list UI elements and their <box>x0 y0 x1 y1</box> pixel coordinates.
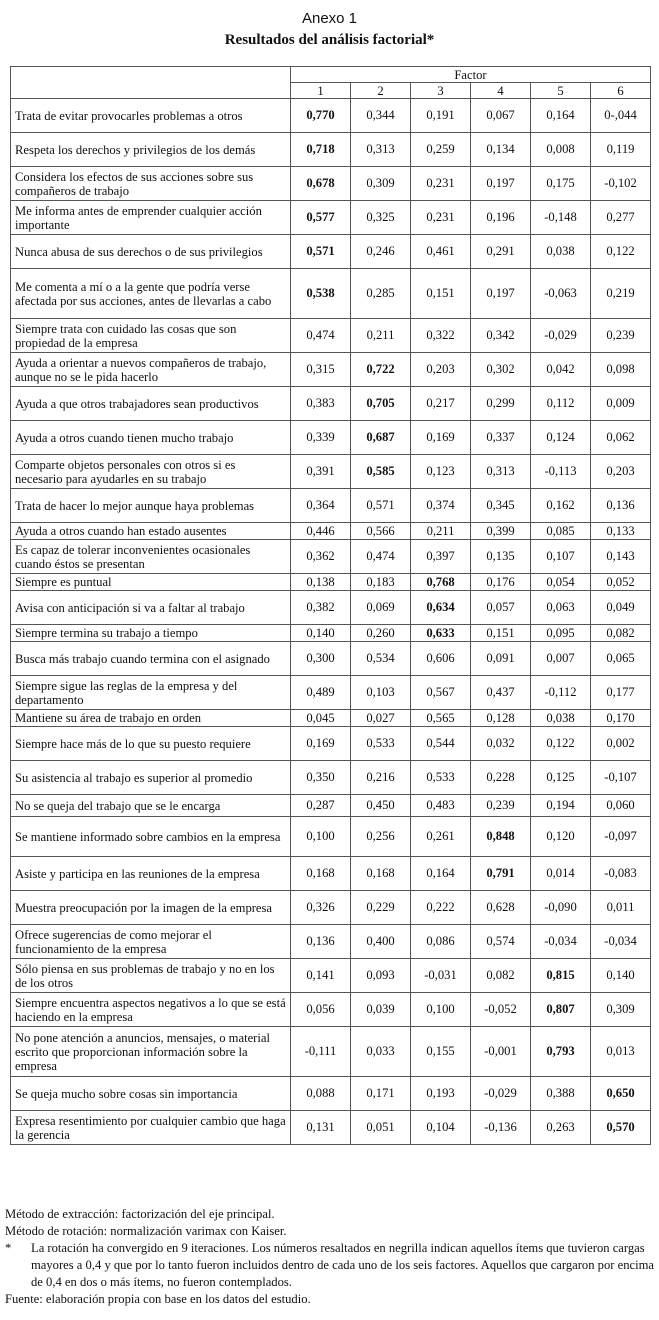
loading-factor-2: 0,533 <box>351 727 411 761</box>
loading-factor-5: 0,162 <box>531 489 591 523</box>
loading-factor-5: 0,007 <box>531 642 591 676</box>
table-row <box>11 993 651 1027</box>
loading-factor-5: 0,807 <box>531 993 591 1027</box>
loading-factor-4: 0,791 <box>471 857 531 891</box>
loading-factor-5: -0,148 <box>531 201 591 235</box>
loading-factor-2: 0,571 <box>351 489 411 523</box>
loading-factor-6: 0,140 <box>591 959 651 993</box>
loading-factor-1: 0,538 <box>291 269 351 319</box>
loading-factor-3: -0,031 <box>411 959 471 993</box>
loading-factor-4: 0,196 <box>471 201 531 235</box>
loading-factor-1: 0,489 <box>291 676 351 710</box>
loading-factor-4: 0,342 <box>471 319 531 353</box>
loading-factor-3: 0,374 <box>411 489 471 523</box>
item-label: Siempre encuentra aspectos negativos a lo que se está haciendo en la empresa <box>11 993 291 1027</box>
item-label: Busca más trabajo cuando termina con el asignado <box>11 642 291 676</box>
loading-factor-6: 0,052 <box>591 574 651 591</box>
table-row <box>11 642 651 676</box>
loading-factor-6: 0,203 <box>591 455 651 489</box>
loading-factor-4: 0,574 <box>471 925 531 959</box>
loading-factor-5: 0,095 <box>531 625 591 642</box>
loading-factor-3: 0,461 <box>411 235 471 269</box>
loading-factor-5: 0,038 <box>531 235 591 269</box>
loading-factor-5: 0,122 <box>531 727 591 761</box>
table-row <box>11 761 651 795</box>
loading-factor-5: 0,793 <box>531 1027 591 1077</box>
item-label: Ayuda a otros cuando han estado ausentes <box>11 523 291 540</box>
footnote-marker: * <box>5 1241 12 1255</box>
factor-number-3: 3 <box>411 83 471 99</box>
loading-factor-6: 0,650 <box>591 1077 651 1111</box>
annex-label: Anexo 1 <box>301 10 358 27</box>
item-label: Asiste y participa en las reuniones de la empresa <box>11 857 291 891</box>
loading-factor-1: 0,474 <box>291 319 351 353</box>
loading-factor-1: 0,339 <box>291 421 351 455</box>
loading-factor-5: 0,085 <box>531 523 591 540</box>
loading-factor-4: 0,345 <box>471 489 531 523</box>
loading-factor-4: 0,091 <box>471 642 531 676</box>
loading-factor-4: 0,067 <box>471 99 531 133</box>
extraction-note: Método de extracción: factorización del eje principal. <box>5 1207 275 1221</box>
footnote <box>5 1240 655 1291</box>
loading-factor-3: 0,217 <box>411 387 471 421</box>
loading-factor-3: 0,104 <box>411 1111 471 1145</box>
table-row <box>11 891 651 925</box>
loading-factor-3: 0,222 <box>411 891 471 925</box>
table-body <box>11 99 651 1145</box>
loading-factor-6: -0,034 <box>591 925 651 959</box>
loading-factor-1: 0,678 <box>291 167 351 201</box>
loading-factor-1: 0,136 <box>291 925 351 959</box>
loading-factor-2: 0,069 <box>351 591 411 625</box>
table-row <box>11 574 651 591</box>
table-row <box>11 99 651 133</box>
loading-factor-2: 0,027 <box>351 710 411 727</box>
loading-factor-1: 0,169 <box>291 727 351 761</box>
loading-factor-6: 0,122 <box>591 235 651 269</box>
loading-factor-1: 0,056 <box>291 993 351 1027</box>
loading-factor-5: 0,107 <box>531 540 591 574</box>
loading-factor-2: 0,171 <box>351 1077 411 1111</box>
table-row <box>11 1077 651 1111</box>
loading-factor-3: 0,151 <box>411 269 471 319</box>
loading-factor-5: 0,054 <box>531 574 591 591</box>
loading-factor-1: 0,350 <box>291 761 351 795</box>
factor-number-2: 2 <box>351 83 411 99</box>
loading-factor-3: 0,155 <box>411 1027 471 1077</box>
loading-factor-3: 0,768 <box>411 574 471 591</box>
item-label: Ayuda a que otros trabajadores sean productivos <box>11 387 291 421</box>
loading-factor-2: 0,211 <box>351 319 411 353</box>
table-row <box>11 676 651 710</box>
loading-factor-3: 0,483 <box>411 795 471 817</box>
factor-number-5: 5 <box>531 83 591 99</box>
loading-factor-5: 0,164 <box>531 99 591 133</box>
table-row <box>11 387 651 421</box>
loading-factor-3: 0,123 <box>411 455 471 489</box>
loading-factor-4: -0,052 <box>471 993 531 1027</box>
loading-factor-6: -0,083 <box>591 857 651 891</box>
loading-factor-2: 0,246 <box>351 235 411 269</box>
loading-factor-3: 0,193 <box>411 1077 471 1111</box>
loading-factor-4: 0,128 <box>471 710 531 727</box>
loading-factor-6: 0,133 <box>591 523 651 540</box>
loading-factor-3: 0,565 <box>411 710 471 727</box>
loading-factor-4: 0,082 <box>471 959 531 993</box>
table-row <box>11 167 651 201</box>
loading-factor-6: 0,011 <box>591 891 651 925</box>
loading-factor-2: 0,051 <box>351 1111 411 1145</box>
loading-factor-2: 0,705 <box>351 387 411 421</box>
loading-factor-6: 0,219 <box>591 269 651 319</box>
loading-factor-5: -0,112 <box>531 676 591 710</box>
factor-header-row <box>11 67 651 83</box>
loading-factor-1: 0,326 <box>291 891 351 925</box>
loading-factor-2: 0,313 <box>351 133 411 167</box>
loading-factor-6: 0,309 <box>591 993 651 1027</box>
table-row <box>11 727 651 761</box>
item-label: Muestra preocupación por la imagen de la empresa <box>11 891 291 925</box>
loading-factor-2: 0,585 <box>351 455 411 489</box>
table-row <box>11 591 651 625</box>
source-note: Fuente: elaboración propia con base en los datos del estudio. <box>5 1292 311 1306</box>
loading-factor-3: 0,567 <box>411 676 471 710</box>
loading-factor-4: -0,001 <box>471 1027 531 1077</box>
loading-factor-5: 0,063 <box>531 591 591 625</box>
table-title: Resultados del análisis factorial* <box>224 32 435 48</box>
loading-factor-5: -0,090 <box>531 891 591 925</box>
loading-factor-1: 0,168 <box>291 857 351 891</box>
loading-factor-6: 0,049 <box>591 591 651 625</box>
table-row <box>11 795 651 817</box>
table-row <box>11 235 651 269</box>
item-label: Se mantiene informado sobre cambios en la empresa <box>11 817 291 857</box>
loading-factor-2: 0,183 <box>351 574 411 591</box>
item-label: Siempre trata con cuidado las cosas que son propiedad de la empresa <box>11 319 291 353</box>
item-label: Se queja mucho sobre cosas sin importancia <box>11 1077 291 1111</box>
loading-factor-6: 0,009 <box>591 387 651 421</box>
loading-factor-4: 0,135 <box>471 540 531 574</box>
loading-factor-1: 0,383 <box>291 387 351 421</box>
loading-factor-2: 0,033 <box>351 1027 411 1077</box>
table-row <box>11 925 651 959</box>
item-label: Siempre es puntual <box>11 574 291 591</box>
loading-factor-1: 0,141 <box>291 959 351 993</box>
loading-factor-5: 0,042 <box>531 353 591 387</box>
loading-factor-2: 0,260 <box>351 625 411 642</box>
loading-factor-1: 0,138 <box>291 574 351 591</box>
loading-factor-5: -0,063 <box>531 269 591 319</box>
loading-factor-1: 0,718 <box>291 133 351 167</box>
table-row <box>11 489 651 523</box>
table-row <box>11 319 651 353</box>
loading-factor-5: -0,034 <box>531 925 591 959</box>
table-row <box>11 817 651 857</box>
table-notes <box>5 1206 655 1308</box>
loading-factor-1: 0,446 <box>291 523 351 540</box>
factor-number-4: 4 <box>471 83 531 99</box>
table-row <box>11 1111 651 1145</box>
loading-factor-6: 0,062 <box>591 421 651 455</box>
loading-factor-3: 0,211 <box>411 523 471 540</box>
loading-factor-2: 0,039 <box>351 993 411 1027</box>
table-row <box>11 421 651 455</box>
loading-factor-2: 0,256 <box>351 817 411 857</box>
loading-factor-6: 0,013 <box>591 1027 651 1077</box>
item-label: No se queja del trabajo que se le encarga <box>11 795 291 817</box>
page <box>0 10 659 1306</box>
loading-factor-5: 0,175 <box>531 167 591 201</box>
loading-factor-1: 0,362 <box>291 540 351 574</box>
loading-factor-4: -0,029 <box>471 1077 531 1111</box>
loading-factor-4: 0,848 <box>471 817 531 857</box>
item-label: Avisa con anticipación si va a faltar al trabajo <box>11 591 291 625</box>
loading-factor-1: 0,045 <box>291 710 351 727</box>
loading-factor-6: 0,170 <box>591 710 651 727</box>
table-row <box>11 269 651 319</box>
loading-factor-4: 0,228 <box>471 761 531 795</box>
table-row <box>11 710 651 727</box>
loading-factor-2: 0,687 <box>351 421 411 455</box>
loading-factor-5: 0,124 <box>531 421 591 455</box>
loading-factor-1: 0,287 <box>291 795 351 817</box>
loading-factor-2: 0,450 <box>351 795 411 817</box>
item-label: Expresa resentimiento por cualquier cambio que haga la gerencia <box>11 1111 291 1145</box>
item-label: No pone atención a anuncios, mensajes, o material escrito que proporcionan información sobre la empresa <box>11 1027 291 1077</box>
item-label: Comparte objetos personales con otros si es necesario para ayudarles en su trabajo <box>11 455 291 489</box>
loading-factor-4: 0,291 <box>471 235 531 269</box>
loading-factor-6: 0,177 <box>591 676 651 710</box>
loading-factor-4: 0,437 <box>471 676 531 710</box>
loading-factor-2: 0,103 <box>351 676 411 710</box>
loading-factor-1: 0,315 <box>291 353 351 387</box>
loading-factor-2: 0,344 <box>351 99 411 133</box>
loading-factor-2: 0,216 <box>351 761 411 795</box>
item-label: Nunca abusa de sus derechos o de sus privilegios <box>11 235 291 269</box>
rotation-note: Método de rotación: normalización varimax con Kaiser. <box>5 1224 287 1238</box>
loading-factor-5: 0,388 <box>531 1077 591 1111</box>
loading-factor-5: 0,125 <box>531 761 591 795</box>
loading-factor-4: 0,313 <box>471 455 531 489</box>
loading-factor-5: 0,038 <box>531 710 591 727</box>
loading-factor-3: 0,100 <box>411 993 471 1027</box>
item-label: Mantiene su área de trabajo en orden <box>11 710 291 727</box>
loading-factor-2: 0,093 <box>351 959 411 993</box>
loading-factor-4: 0,302 <box>471 353 531 387</box>
loading-factor-6: 0,239 <box>591 319 651 353</box>
table-row <box>11 625 651 642</box>
loading-factor-1: 0,770 <box>291 99 351 133</box>
factor-number-6: 6 <box>591 83 651 99</box>
footnote-text: La rotación ha convergido en 9 iteraciones. Los números resaltados en negrilla indican aquellos ítems que tuvieron cargas mayores a 0,4 y que por lo tanto fueron incluidos dentro de cada uno de los seis factores. Aquellos que cargaron por encima de 0,4 en dos o más ítems, no fueron contemplados. <box>31 1241 654 1289</box>
loading-factor-3: 0,169 <box>411 421 471 455</box>
loading-factor-6: 0-,044 <box>591 99 651 133</box>
item-label: Siempre sigue las reglas de la empresa y del departamento <box>11 676 291 710</box>
loading-factor-2: 0,474 <box>351 540 411 574</box>
item-label: Siempre termina su trabajo a tiempo <box>11 625 291 642</box>
loading-factor-2: 0,534 <box>351 642 411 676</box>
item-label: Trata de hacer lo mejor aunque haya problemas <box>11 489 291 523</box>
loading-factor-4: 0,032 <box>471 727 531 761</box>
loading-factor-1: 0,364 <box>291 489 351 523</box>
loading-factor-3: 0,231 <box>411 201 471 235</box>
item-label: Ayuda a orientar a nuevos compañeros de trabajo, aunque no se le pida hacerlo <box>11 353 291 387</box>
item-label: Considera los efectos de sus acciones sobre sus compañeros de trabajo <box>11 167 291 201</box>
loading-factor-1: 0,140 <box>291 625 351 642</box>
loading-factor-2: 0,168 <box>351 857 411 891</box>
loading-factor-6: -0,102 <box>591 167 651 201</box>
loading-factor-6: 0,136 <box>591 489 651 523</box>
loading-factor-4: -0,136 <box>471 1111 531 1145</box>
loading-factor-4: 0,197 <box>471 167 531 201</box>
loading-factor-6: 0,570 <box>591 1111 651 1145</box>
loading-factor-3: 0,231 <box>411 167 471 201</box>
loading-factor-1: 0,088 <box>291 1077 351 1111</box>
loading-factor-2: 0,285 <box>351 269 411 319</box>
table-row <box>11 201 651 235</box>
loading-factor-5: 0,008 <box>531 133 591 167</box>
loading-factor-1: 0,131 <box>291 1111 351 1145</box>
loading-factor-1: -0,111 <box>291 1027 351 1077</box>
loading-factor-2: 0,229 <box>351 891 411 925</box>
loading-factor-6: -0,097 <box>591 817 651 857</box>
loading-factor-1: 0,100 <box>291 817 351 857</box>
loading-factor-3: 0,634 <box>411 591 471 625</box>
loading-factor-1: 0,300 <box>291 642 351 676</box>
loading-factor-1: 0,391 <box>291 455 351 489</box>
loading-factor-5: -0,029 <box>531 319 591 353</box>
loading-factor-4: 0,239 <box>471 795 531 817</box>
loading-factor-5: 0,014 <box>531 857 591 891</box>
item-label: Es capaz de tolerar inconvenientes ocasionales cuando éstos se presentan <box>11 540 291 574</box>
loading-factor-5: 0,194 <box>531 795 591 817</box>
table-row <box>11 1027 651 1077</box>
loading-factor-3: 0,533 <box>411 761 471 795</box>
table-row <box>11 455 651 489</box>
loading-factor-1: 0,571 <box>291 235 351 269</box>
loading-factor-3: 0,191 <box>411 99 471 133</box>
loading-factor-3: 0,259 <box>411 133 471 167</box>
factor-analysis-table <box>10 66 651 1145</box>
loading-factor-5: 0,112 <box>531 387 591 421</box>
loading-factor-6: 0,082 <box>591 625 651 642</box>
loading-factor-6: 0,143 <box>591 540 651 574</box>
loading-factor-3: 0,164 <box>411 857 471 891</box>
table-row <box>11 133 651 167</box>
loading-factor-4: 0,134 <box>471 133 531 167</box>
item-label: Sólo piensa en sus problemas de trabajo y no en los de los otros <box>11 959 291 993</box>
item-label: Me informa antes de emprender cualquier acción importante <box>11 201 291 235</box>
item-label: Ayuda a otros cuando tienen mucho trabajo <box>11 421 291 455</box>
loading-factor-1: 0,577 <box>291 201 351 235</box>
loading-factor-6: 0,119 <box>591 133 651 167</box>
item-label: Su asistencia al trabajo es superior al promedio <box>11 761 291 795</box>
factor-header: Factor <box>291 67 651 83</box>
loading-factor-4: 0,176 <box>471 574 531 591</box>
loading-factor-6: 0,277 <box>591 201 651 235</box>
loading-factor-2: 0,400 <box>351 925 411 959</box>
table-row <box>11 540 651 574</box>
loading-factor-1: 0,382 <box>291 591 351 625</box>
loading-factor-6: 0,002 <box>591 727 651 761</box>
loading-factor-6: 0,060 <box>591 795 651 817</box>
item-label: Ofrece sugerencias de como mejorar el funcionamiento de la empresa <box>11 925 291 959</box>
loading-factor-3: 0,606 <box>411 642 471 676</box>
loading-factor-6: -0,107 <box>591 761 651 795</box>
table-row <box>11 523 651 540</box>
loading-factor-3: 0,203 <box>411 353 471 387</box>
loading-factor-2: 0,325 <box>351 201 411 235</box>
loading-factor-5: 0,263 <box>531 1111 591 1145</box>
loading-factor-4: 0,057 <box>471 591 531 625</box>
loading-factor-3: 0,086 <box>411 925 471 959</box>
loading-factor-4: 0,299 <box>471 387 531 421</box>
item-label: Me comenta a mí o a la gente que podría verse afectada por sus acciones, antes de llevarlas a cabo <box>11 269 291 319</box>
loading-factor-4: 0,628 <box>471 891 531 925</box>
table-row <box>11 959 651 993</box>
item-label: Trata de evitar provocarles problemas a otros <box>11 99 291 133</box>
table-row <box>11 857 651 891</box>
loading-factor-2: 0,566 <box>351 523 411 540</box>
loading-factor-3: 0,397 <box>411 540 471 574</box>
loading-factor-3: 0,544 <box>411 727 471 761</box>
loading-factor-4: 0,399 <box>471 523 531 540</box>
loading-factor-3: 0,261 <box>411 817 471 857</box>
loading-factor-4: 0,197 <box>471 269 531 319</box>
loading-factor-4: 0,151 <box>471 625 531 642</box>
loading-factor-5: -0,113 <box>531 455 591 489</box>
factor-number-1: 1 <box>291 83 351 99</box>
item-label: Respeta los derechos y privilegios de los demás <box>11 133 291 167</box>
loading-factor-3: 0,322 <box>411 319 471 353</box>
loading-factor-5: 0,120 <box>531 817 591 857</box>
item-label: Siempre hace más de lo que su puesto requiere <box>11 727 291 761</box>
loading-factor-6: 0,065 <box>591 642 651 676</box>
item-header-cell <box>11 67 291 99</box>
table-row <box>11 353 651 387</box>
loading-factor-6: 0,098 <box>591 353 651 387</box>
loading-factor-4: 0,337 <box>471 421 531 455</box>
loading-factor-2: 0,722 <box>351 353 411 387</box>
loading-factor-5: 0,815 <box>531 959 591 993</box>
loading-factor-3: 0,633 <box>411 625 471 642</box>
loading-factor-2: 0,309 <box>351 167 411 201</box>
